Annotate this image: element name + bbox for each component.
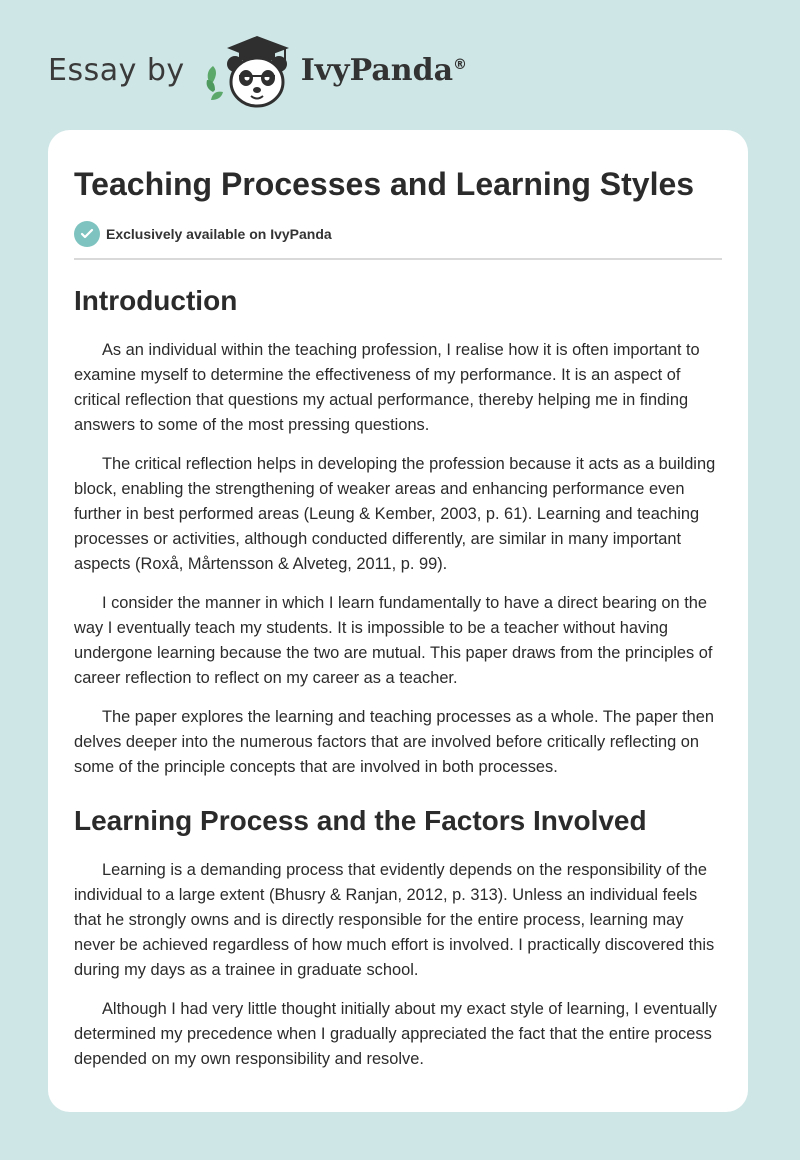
paragraph: The critical reflection helps in developing the profession because it acts as a building block, enabling the strengthening of weaker areas and enhancing performance even further in best performed areas (Leung & Kember, 2003, p. 61). Learning and teaching processes or activities, although conducted differently, are similar in many important aspects (Roxå, Mårtensson & Alveteg, 2011, p. 99). <box>74 455 716 573</box>
paragraph: As an individual within the teaching profession, I realise how it is often important to examine myself to determine the effectiveness of my performance. It is an aspect of critical reflection that questions my actual performance, thereby helping me in finding answers to some of the most pressing questions. <box>74 341 700 434</box>
divider <box>74 258 722 260</box>
section-heading-introduction: Introduction <box>74 285 238 316</box>
registered-mark: ® <box>453 56 468 73</box>
exclusive-label: Exclusively available on IvyPanda <box>106 226 332 242</box>
essay-card <box>48 130 748 1112</box>
paragraph: The paper explores the learning and teaching processes as a whole. The paper then delves deeper into the numerous factors that are involved before critically reflecting on some of the principle concepts that are involved in both processes. <box>74 708 715 776</box>
ivypanda-logo-icon <box>199 30 295 110</box>
paragraph: Learning is a demanding process that evidently depends on the responsibility of the individual to a large extent (Bhusry & Ranjan, 2012, p. 313). Unless an individual feels that he strongly owns and is directly responsible for the entire process, learning may never be achieved regardless of how much effort is involved. I practically discovered this during my days as a trainee in graduate school. <box>74 861 715 979</box>
essay-title: Teaching Processes and Learning Styles <box>74 166 695 202</box>
section-heading-learning-process: Learning Process and the Factors Involved <box>74 805 647 836</box>
paragraph: I consider the manner in which I learn fundamentally to have a direct bearing on the way I eventually teach my students. It is impossible to be a teacher without having undergone learning because the two are mutual. This paper draws from the principles of career reflection to reflect on my career as a teacher. <box>74 594 713 687</box>
brand-name: IvyPanda® <box>300 52 468 88</box>
exclusive-badge <box>74 220 722 248</box>
checkmark-icon <box>74 221 100 247</box>
essay-by-label: Essay by <box>48 52 185 88</box>
paragraph: Although I had very little thought initially about my exact style of learning, I eventually determined my precedence when I gradually appreciated the fact that the entire process depended on my own responsibility and resolve. <box>74 1000 717 1068</box>
brand-header <box>48 30 467 110</box>
